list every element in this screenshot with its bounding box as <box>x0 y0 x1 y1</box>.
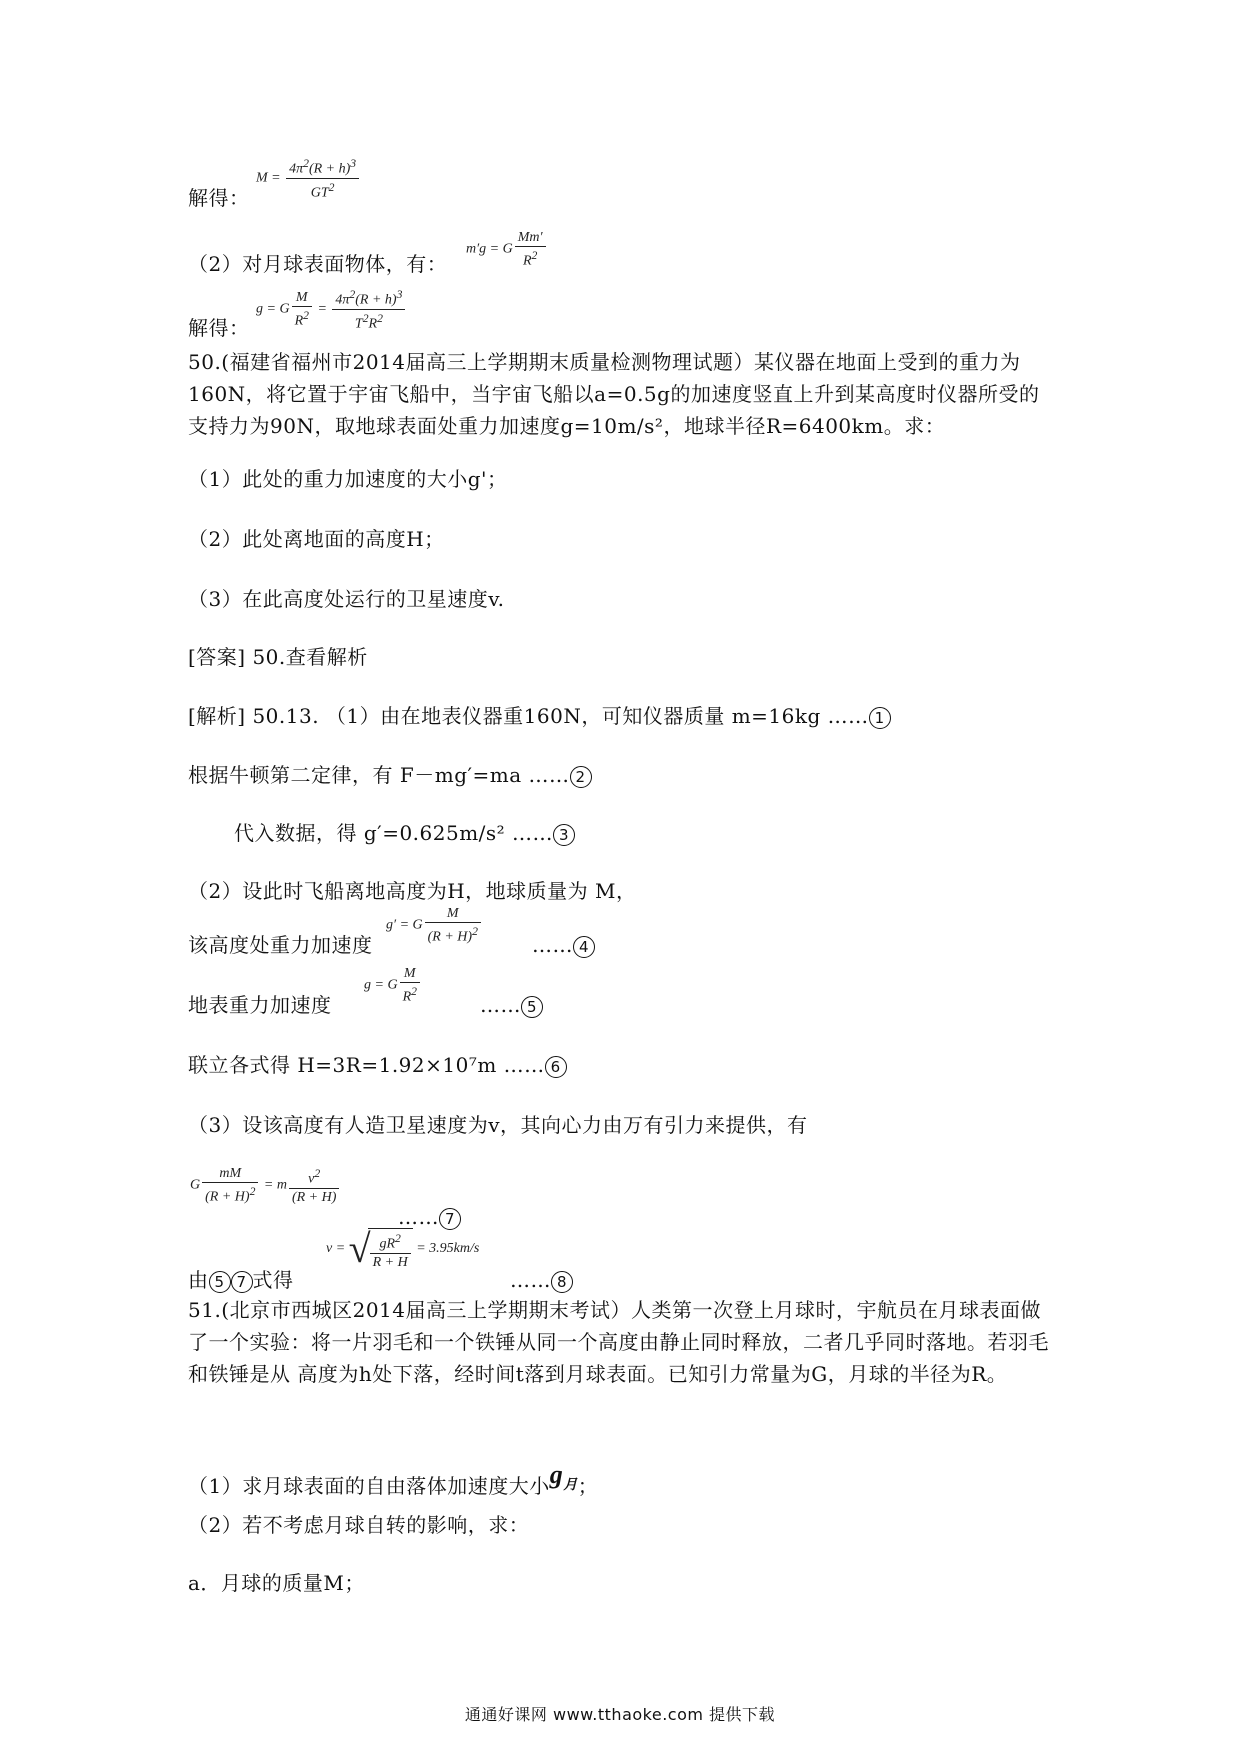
question-50-text: 50.(福建省福州市2014届高三上学期期末质量检测物理试题）某仪器在地面上受到的重力为160N，将它置于宇宙飞船中，当宇宙飞船以a=0.5g的加速度竖直上升到某高度时仪器所受的支持力为90N，取地球表面处重力加速度g=10m/s²，地球半径R=6400km。求： <box>188 350 1040 438</box>
circled-number-7: 7 <box>439 1208 461 1230</box>
analysis-line-5-label: 该高度处重力加速度 <box>188 933 373 957</box>
circled-number-4: 4 <box>573 936 595 958</box>
analysis-line-4: （2）设此时飞船离地高度为H，地球质量为 M， <box>188 879 637 903</box>
analysis-mark-4 <box>532 930 595 960</box>
question-50-sub3: （3）在此高度处运行的卫星速度v. <box>188 587 505 611</box>
solve-label-2: 解得： <box>188 316 250 340</box>
analysis-text-3: 代入数据，得 g′=0.625m/s² …… <box>234 821 554 845</box>
question-51-sub1-text: （1）求月球表面的自由落体加速度大小 <box>188 1474 550 1498</box>
analysis-text-9a: 由 <box>188 1268 209 1292</box>
formula-velocity: v = √ $\frac{gR^2}{R + H}$ = 3.95km/s <box>326 1225 480 1271</box>
formula-g-surface: g = G $\frac{M}{R^2}$ <box>364 966 422 1005</box>
g-moon-subscript: 月 <box>563 1478 578 1494</box>
question-50-sub1: （1）此处的重力加速度的大小g'； <box>188 467 508 491</box>
analysis-text-1: [解析] 50.13. （1）由在地表仪器重160N，可知仪器质量 m=16kg …… <box>188 704 869 728</box>
analysis-mark-5 <box>480 990 543 1020</box>
analysis-line-9 <box>188 1265 294 1295</box>
circled-number-7-ref: 7 <box>231 1271 253 1293</box>
analysis-line-1 <box>188 701 891 731</box>
formula-surface-gravity: m′g = G $\frac{Mm'}{R^2}$ <box>466 230 548 269</box>
ellipsis-7: …… <box>398 1205 439 1229</box>
ellipsis-4: …… <box>532 933 573 957</box>
circled-number-2: 2 <box>570 766 592 788</box>
question-51-text: 51.(北京市西城区2014届高三上学期期末考试）人类第一次登上月球时，宇航员在月球表面做了一个实验：将一片羽毛和一个铁锤从同一个高度由静止同时释放，二者几乎同时落地。若羽毛和铁锤是从 高度为h处下落，经时间t落到月球表面。已知引力常量为G，月球的半径为R。 <box>188 1298 1049 1386</box>
analysis-line-7 <box>188 1050 567 1080</box>
question-51-sub1 <box>188 1460 599 1511</box>
part2-intro: （2）对月球表面物体，有： <box>188 252 448 276</box>
circled-number-5: 5 <box>521 996 543 1018</box>
analysis-line-8: （3）设该高度有人造卫星速度为v，其向心力由万有引力来提供，有 <box>188 1113 808 1137</box>
question-51-sub1-end: ； <box>577 1474 599 1498</box>
g-moon-symbol <box>549 1460 578 1494</box>
circled-number-6: 6 <box>545 1056 567 1078</box>
analysis-line-3 <box>234 818 575 848</box>
question-51-sub-a: a．月球的质量M； <box>188 1571 365 1595</box>
solve-label-1: 解得： <box>188 186 250 210</box>
formula-g-moon: g = G $\frac{M}{R^2}$ = $\frac{4\pi^2(R + h)^3}{T^2R^2}$ <box>256 287 407 331</box>
answer-line: [答案] 50.查看解析 <box>188 645 368 669</box>
circled-number-3: 3 <box>553 824 575 846</box>
analysis-line-6-label: 地表重力加速度 <box>188 993 332 1017</box>
circled-number-5-ref: 5 <box>209 1271 231 1293</box>
analysis-text-9b: 式得 <box>252 1268 294 1292</box>
formula-centripetal: G $\frac{mM}{(R + H)^2}$ = m $\frac{v^2}{(R + H)}$ <box>190 1166 341 1205</box>
analysis-mark-8 <box>510 1265 573 1295</box>
analysis-line-2 <box>188 760 592 790</box>
circled-number-8: 8 <box>551 1271 573 1293</box>
analysis-text-2: 根据牛顿第二定律，有 F－mg′=ma …… <box>188 763 570 787</box>
question-50-sub2: （2）此处离地面的高度H； <box>188 527 445 551</box>
page-footer: 通通好课网 www.tthaoke.com 提供下载 <box>464 1705 776 1724</box>
ellipsis-5: …… <box>480 993 521 1017</box>
question-51-sub2: （2）若不考虑月球自转的影响，求： <box>188 1513 530 1537</box>
analysis-text-7: 联立各式得 H=3R=1.92×10⁷m …… <box>188 1053 545 1077</box>
circled-number-1: 1 <box>869 707 891 729</box>
formula-mass: M = $\frac{4\pi^2(R + h)^3}{GT^2}$ <box>256 156 361 200</box>
ellipsis-8: …… <box>510 1268 551 1292</box>
formula-g-prime: g′ = G $\frac{M}{(R + H)^2}$ <box>386 906 483 945</box>
g-moon-letter: g <box>549 1460 564 1489</box>
